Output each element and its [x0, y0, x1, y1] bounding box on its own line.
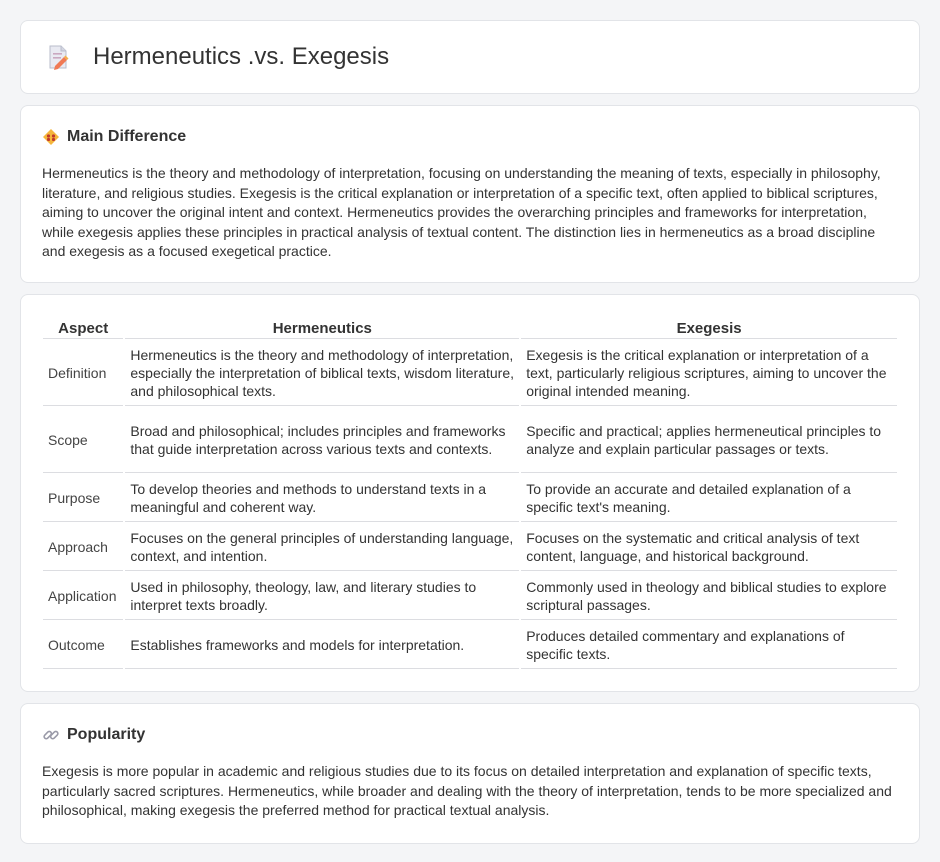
main-difference-card: [20, 105, 920, 283]
header-hermeneutics: Hermeneutics: [125, 317, 519, 339]
main-difference-title: Main Difference: [67, 128, 187, 145]
diamond-people-icon: [42, 128, 60, 146]
hermeneutics-cell: To develop theories and methods to understand texts in a meaningful and coherent way.: [125, 475, 519, 522]
hermeneutics-cell: Hermeneutics is the theory and methodology of interpretation, especially the interpretation of biblical texts, wisdom literature, and philosophical texts.: [125, 341, 519, 406]
aspect-cell: Scope: [43, 408, 123, 473]
exegesis-cell: Exegesis is the critical explanation or interpretation of a text, particularly religious scriptures, aiming to uncover the original intended meaning.: [521, 341, 897, 406]
aspect-cell: Application: [43, 573, 123, 620]
table-row: [43, 341, 897, 406]
header-card: [20, 20, 920, 94]
aspect-cell: Approach: [43, 524, 123, 571]
page-title: Hermeneutics .vs. Exegesis: [93, 43, 390, 70]
exegesis-cell: Commonly used in theology and biblical studies to explore scriptural passages.: [521, 573, 897, 620]
comparison-table: [41, 315, 899, 671]
table-row: [43, 573, 897, 620]
aspect-cell: Definition: [43, 341, 123, 406]
main-difference-text: Hermeneutics is the theory and methodology of interpretation, focusing on understanding the meaning of texts, especially in philosophy, literature, and religious studies. Exegesis is the critical explanation or interpretation of a specific text, often applied to biblical scriptures, aiming to uncover the original intent and context. Hermeneutics provides the overarching principles and frameworks for interpretation, while exegesis applies these principles in practical analysis of textual content. The distinction lies in hermeneutics as a broad discipline and exegesis as a focused exegetical practice.: [42, 165, 881, 260]
table-row: [43, 408, 897, 473]
exegesis-cell: Produces detailed commentary and explanations of specific texts.: [521, 622, 897, 669]
link-icon: [42, 726, 60, 744]
popularity-card: [20, 703, 920, 844]
main-difference-header: [42, 128, 898, 146]
aspect-cell: Purpose: [43, 475, 123, 522]
popularity-title: Popularity: [67, 726, 146, 743]
popularity-text: Exegesis is more popular in academic and religious studies due to its focus on detailed interpretation and explanation of specific texts, particularly sacred scriptures. Hermeneutics, while broader and dealing with the theory of interpretation, tends to be more specialized and philosophical, making exegesis the preferred method for practical textual analysis.: [42, 763, 892, 819]
hermeneutics-cell: Used in philosophy, theology, law, and literary studies to interpret texts broadly.: [125, 573, 519, 620]
table-row: [43, 524, 897, 571]
hermeneutics-cell: Broad and philosophical; includes principles and frameworks that guide interpretation across various texts and contexts.: [125, 408, 519, 473]
hermeneutics-cell: Focuses on the general principles of understanding language, context, and intention.: [125, 524, 519, 571]
comparison-card: [20, 294, 920, 692]
popularity-header: [42, 726, 898, 744]
table-row: [43, 475, 897, 522]
aspect-cell: Outcome: [43, 622, 123, 669]
exegesis-cell: Focuses on the systematic and critical analysis of text content, language, and historical background.: [521, 524, 897, 571]
table-row: [43, 622, 897, 669]
exegesis-cell: Specific and practical; applies hermeneutical principles to analyze and explain particular passages or texts.: [521, 408, 897, 473]
hermeneutics-cell: Establishes frameworks and models for interpretation.: [125, 622, 519, 669]
header-exegesis: Exegesis: [521, 317, 897, 339]
table-header-row: [43, 317, 897, 339]
header-aspect: Aspect: [43, 317, 123, 339]
exegesis-cell: To provide an accurate and detailed explanation of a specific text's meaning.: [521, 475, 897, 522]
document-pencil-icon: [43, 42, 73, 72]
